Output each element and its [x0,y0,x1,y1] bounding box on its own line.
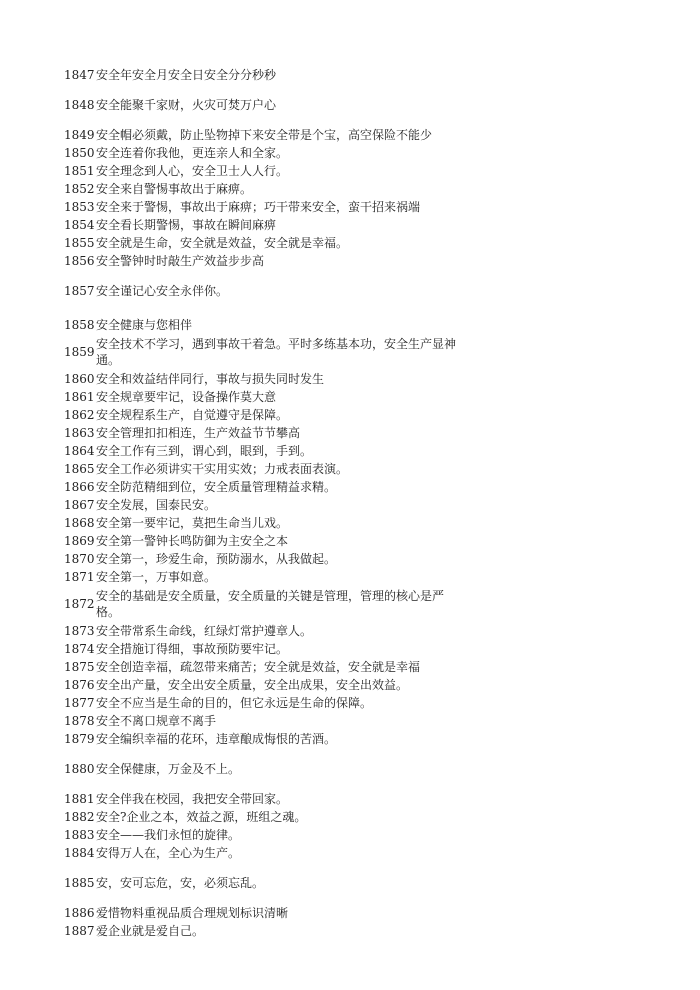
list-item [64,676,464,694]
item-number: 1865 [64,462,95,476]
item-number: 1864 [64,444,95,458]
item-text: 安全能聚千家财，火灾可焚万户心 [96,98,277,112]
list-item [64,904,464,922]
item-text: 安全来自警惕事故出于麻痹。 [96,182,253,196]
list-item [64,234,464,252]
item-text: 安全带常系生命线，红绿灯常护遵章人。 [96,624,313,638]
item-text: 安全健康与您相伴 [96,318,193,332]
item-text: 安全谨记心安全永伴你。 [96,284,229,298]
item-text: 安全保健康，万金及不上。 [96,762,241,776]
list-item [64,282,464,300]
item-text: 安全技术不学习，遇到事故干着急。平时多练基本功，安全生产显神通。 [96,337,457,367]
item-number: 1875 [64,660,95,674]
list-item [64,712,464,730]
slogan-list [64,66,464,940]
list-item [64,216,464,234]
item-number: 1850 [64,146,95,160]
item-text: 安全警钟时时敲生产效益步步高 [96,254,265,268]
item-number: 1863 [64,426,95,440]
item-number: 1881 [64,792,95,806]
item-number: 1856 [64,254,95,268]
item-number: 1862 [64,408,95,422]
item-text: 爱惜物料重视品质合理规划标识清晰 [96,906,289,920]
list-item [64,532,464,550]
item-number: 1852 [64,182,95,196]
list-item [64,162,464,180]
list-item [64,568,464,586]
item-text: 安全第一，珍爱生命，预防溺水，从我做起。 [96,552,337,566]
item-text: 安全年安全月安全日安全分分秒秒 [96,68,277,82]
item-text: 安全?企业之本，效益之源，班组之魂。 [96,810,307,824]
item-text: 安得万人在，全心为生产。 [96,846,241,860]
item-text: 安全工作有三到，谓心到，眼到，手到。 [96,444,313,458]
list-item [64,316,464,334]
item-text: 安全措施订得细，事故预防要牢记。 [96,642,289,656]
list-item [64,826,464,844]
list-item [64,478,464,496]
item-text: 安全连着你我他，更连亲人和全家。 [96,146,289,160]
item-text: 安全看长期警惕，事故在瞬间麻痹 [96,218,277,232]
item-text: 安，安可忘危，安，必须忘乱。 [96,876,265,890]
item-text: 爱企业就是爱自己。 [96,924,205,938]
item-text: 安全发展，国泰民安。 [96,498,217,512]
item-number: 1886 [64,906,95,920]
list-item [64,198,464,216]
item-text: 安全帽必须戴，防止坠物掉下来安全带是个宝，高空保险不能少 [96,128,433,142]
item-number: 1878 [64,714,95,728]
item-text: 安全来于警惕，事故出于麻痹；巧干带来安全，蛮干招来祸端 [96,200,421,214]
item-number: 1883 [64,828,95,842]
item-text: 安全——我们永恒的旋律。 [96,828,241,842]
item-text: 安全第一警钟长鸣防御为主安全之本 [96,534,289,548]
item-number: 1871 [64,570,95,584]
list-item [64,460,464,478]
item-number: 1851 [64,164,95,178]
list-item [64,126,464,144]
item-text: 安全第一，万事如意。 [96,570,217,584]
list-item [64,874,464,892]
item-number: 1866 [64,480,95,494]
list-item [64,640,464,658]
item-text: 安全管理扣扣相连，生产效益节节攀高 [96,426,301,440]
item-number: 1858 [64,318,95,332]
item-number: 1880 [64,762,95,776]
item-number: 1874 [64,642,95,656]
list-item [64,336,464,368]
item-number: 1876 [64,678,95,692]
item-number: 1849 [64,128,95,142]
list-item [64,406,464,424]
item-text: 安全就是生命，安全就是效益，安全就是幸福。 [96,236,349,250]
item-number: 1873 [64,624,95,638]
item-number: 1869 [64,534,95,548]
item-text: 安全规程系生产，自觉遵守是保障。 [96,408,289,422]
list-item [64,66,464,84]
item-text: 安全不离口规章不离手 [96,714,217,728]
item-number: 1885 [64,876,95,890]
item-number: 1882 [64,810,95,824]
item-text: 安全和效益结伴同行，事故与损失同时发生 [96,372,325,386]
list-item [64,694,464,712]
item-number: 1870 [64,552,95,566]
list-item [64,442,464,460]
item-text: 安全出产量，安全出安全质量，安全出成果，安全出效益。 [96,678,409,692]
list-item [64,790,464,808]
item-number: 1859 [64,345,95,359]
list-item [64,622,464,640]
item-number: 1857 [64,284,95,298]
item-text: 安全的基础是安全质量，安全质量的关键是管理，管理的核心是严格。 [96,589,445,619]
list-item [64,550,464,568]
item-text: 安全规章要牢记，设备操作莫大意 [96,390,277,404]
item-number: 1861 [64,390,95,404]
item-text: 安全伴我在校园，我把安全带回家。 [96,792,289,806]
item-text: 安全理念到人心，安全卫士人人行。 [96,164,289,178]
list-item [64,144,464,162]
list-item [64,514,464,532]
list-item [64,808,464,826]
list-item [64,388,464,406]
list-item [64,370,464,388]
list-item [64,730,464,748]
item-number: 1867 [64,498,95,512]
item-text: 安全第一要牢记，莫把生命当儿戏。 [96,516,289,530]
item-number: 1872 [64,597,95,611]
item-number: 1847 [64,68,95,82]
item-text: 安全编织幸福的花环，违章酿成悔恨的苦酒。 [96,732,337,746]
list-item [64,424,464,442]
list-item [64,496,464,514]
list-item [64,96,464,114]
item-text: 安全不应当是生命的目的，但它永远是生命的保障。 [96,696,373,710]
list-item [64,658,464,676]
item-number: 1848 [64,98,95,112]
item-number: 1884 [64,846,95,860]
item-text: 安全创造幸福，疏忽带来痛苦；安全就是效益，安全就是幸福 [96,660,421,674]
list-item [64,252,464,270]
list-item [64,922,464,940]
list-item [64,760,464,778]
item-number: 1868 [64,516,95,530]
list-item [64,844,464,862]
item-number: 1855 [64,236,95,250]
item-number: 1853 [64,200,95,214]
item-number: 1887 [64,924,95,938]
item-number: 1854 [64,218,95,232]
item-number: 1860 [64,372,95,386]
list-item [64,180,464,198]
item-number: 1877 [64,696,95,710]
item-text: 安全防范精细到位，安全质量管理精益求精。 [96,480,337,494]
item-number: 1879 [64,732,95,746]
item-text: 安全工作必须讲实干实用实效；力戒表面表演。 [96,462,349,476]
list-item [64,588,464,620]
